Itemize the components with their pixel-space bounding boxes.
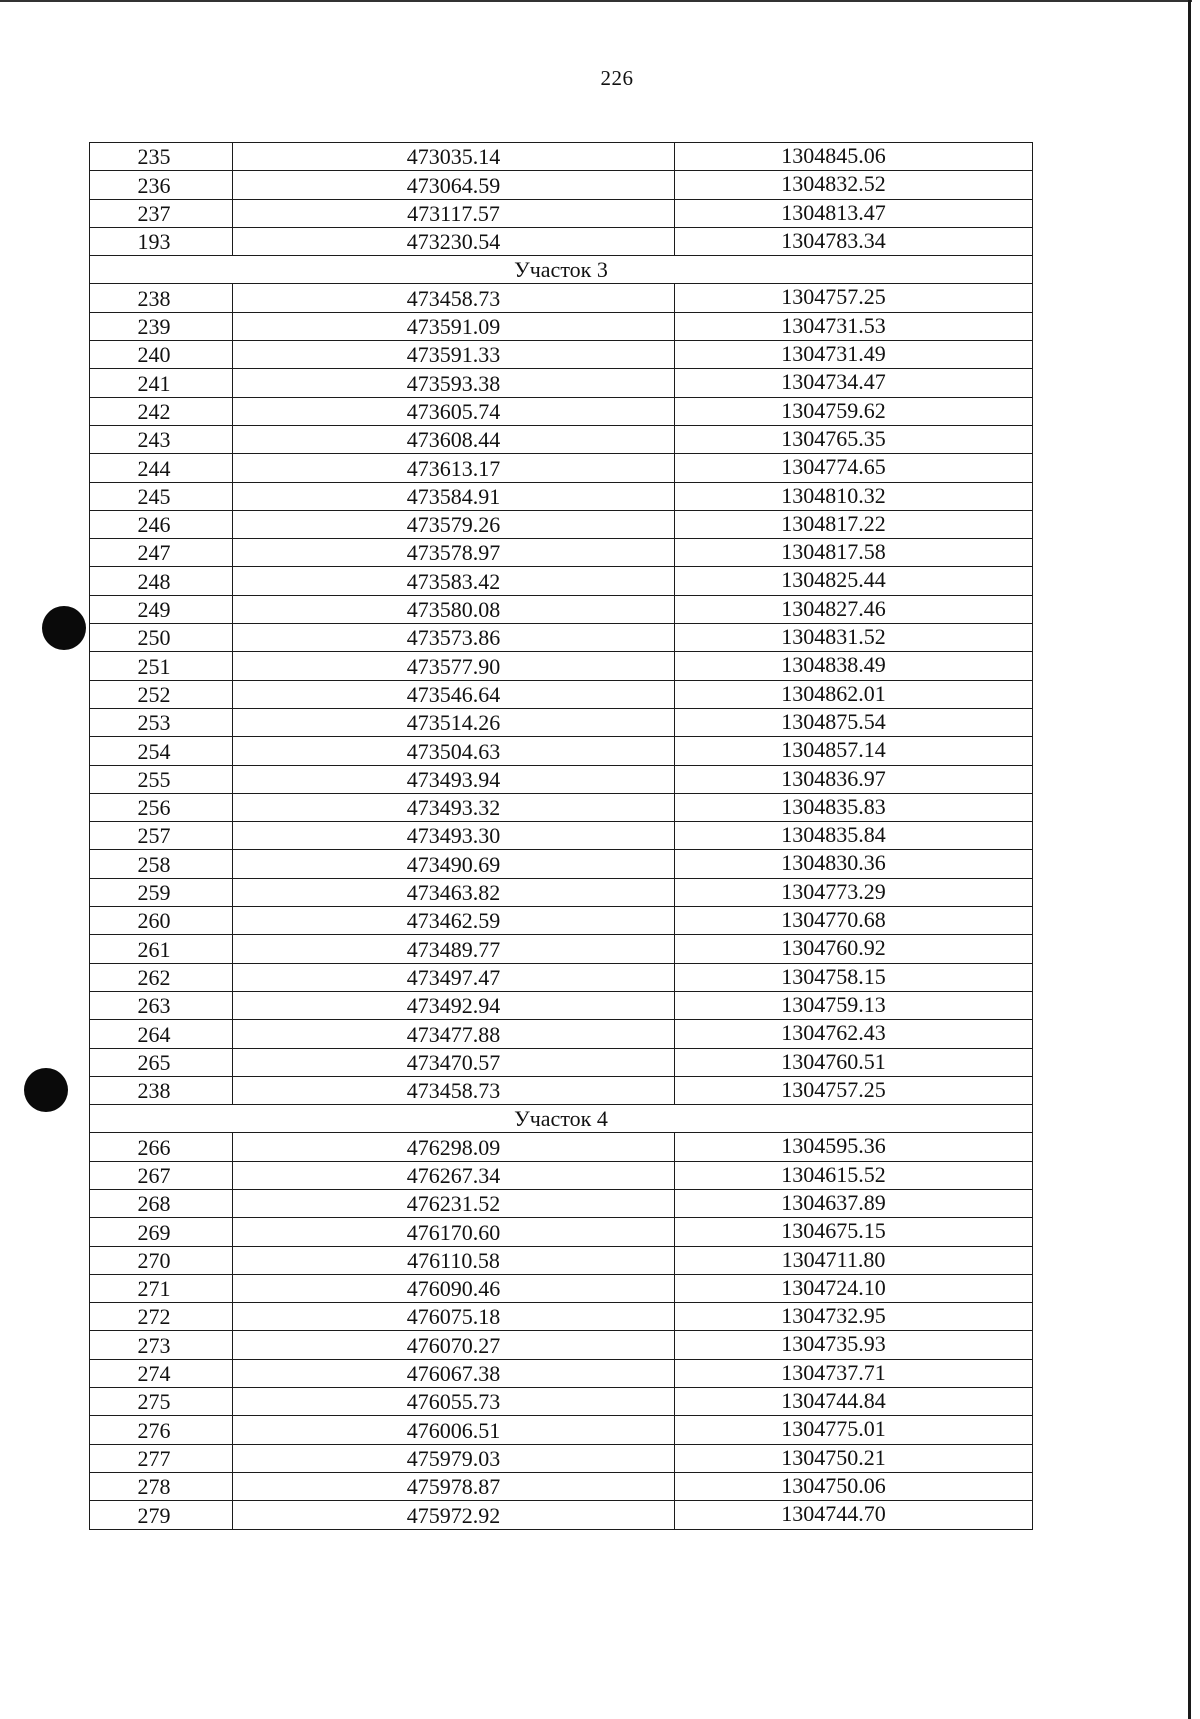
y-coordinate-cell: 1304817.58	[675, 539, 1033, 567]
x-coordinate-cell: 473035.14	[233, 143, 675, 171]
y-coordinate-cell: 1304595.36	[675, 1133, 1033, 1161]
point-number-cell: 259	[90, 878, 233, 906]
x-coordinate-cell: 473117.57	[233, 199, 675, 227]
point-number-cell: 249	[90, 595, 233, 623]
y-coordinate-cell: 1304762.43	[675, 1020, 1033, 1048]
table-row	[90, 963, 1033, 991]
y-coordinate-cell: 1304830.36	[675, 850, 1033, 878]
table-row	[90, 1048, 1033, 1076]
table-row	[90, 425, 1033, 453]
point-number-cell: 271	[90, 1274, 233, 1302]
table-row	[90, 510, 1033, 538]
x-coordinate-cell: 473584.91	[233, 482, 675, 510]
table-row	[90, 991, 1033, 1019]
point-number-cell: 247	[90, 539, 233, 567]
point-number-cell: 270	[90, 1246, 233, 1274]
y-coordinate-cell: 1304724.10	[675, 1274, 1033, 1302]
table-row	[90, 539, 1033, 567]
x-coordinate-cell: 473613.17	[233, 454, 675, 482]
y-coordinate-cell: 1304760.51	[675, 1048, 1033, 1076]
y-coordinate-cell: 1304862.01	[675, 680, 1033, 708]
y-coordinate-cell: 1304827.46	[675, 595, 1033, 623]
table-row	[90, 595, 1033, 623]
y-coordinate-cell: 1304734.47	[675, 369, 1033, 397]
y-coordinate-cell: 1304757.25	[675, 284, 1033, 312]
x-coordinate-cell: 473546.64	[233, 680, 675, 708]
y-coordinate-cell: 1304831.52	[675, 624, 1033, 652]
point-number-cell: 278	[90, 1472, 233, 1500]
table-row	[90, 1189, 1033, 1217]
point-number-cell: 250	[90, 624, 233, 652]
page-number: 226	[600, 66, 634, 90]
point-number-cell: 277	[90, 1444, 233, 1472]
point-number-cell: 248	[90, 567, 233, 595]
y-coordinate-cell: 1304615.52	[675, 1161, 1033, 1189]
table-row	[90, 1218, 1033, 1246]
y-coordinate-cell: 1304832.52	[675, 171, 1033, 199]
x-coordinate-cell: 476075.18	[233, 1303, 675, 1331]
table-row	[90, 284, 1033, 312]
point-number-cell: 262	[90, 963, 233, 991]
y-coordinate-cell: 1304732.95	[675, 1303, 1033, 1331]
punch-hole-top	[42, 606, 86, 650]
coordinates-table-body	[90, 143, 1033, 1530]
y-coordinate-cell: 1304731.53	[675, 312, 1033, 340]
point-number-cell: 272	[90, 1303, 233, 1331]
x-coordinate-cell: 473514.26	[233, 708, 675, 736]
x-coordinate-cell: 473462.59	[233, 907, 675, 935]
table-row	[90, 482, 1033, 510]
table-row	[90, 793, 1033, 821]
point-number-cell: 256	[90, 793, 233, 821]
coordinates-table	[89, 142, 1033, 1530]
table-row	[90, 199, 1033, 227]
table-row	[90, 143, 1033, 171]
x-coordinate-cell: 476067.38	[233, 1359, 675, 1387]
y-coordinate-cell: 1304875.54	[675, 708, 1033, 736]
point-number-cell: 235	[90, 143, 233, 171]
point-number-cell: 260	[90, 907, 233, 935]
x-coordinate-cell: 473492.94	[233, 991, 675, 1019]
y-coordinate-cell: 1304757.25	[675, 1076, 1033, 1104]
table-row	[90, 1359, 1033, 1387]
x-coordinate-cell: 473580.08	[233, 595, 675, 623]
table-row	[90, 1331, 1033, 1359]
x-coordinate-cell: 473605.74	[233, 397, 675, 425]
point-number-cell: 273	[90, 1331, 233, 1359]
x-coordinate-cell: 473230.54	[233, 227, 675, 255]
y-coordinate-cell: 1304773.29	[675, 878, 1033, 906]
x-coordinate-cell: 473591.09	[233, 312, 675, 340]
x-coordinate-cell: 473497.47	[233, 963, 675, 991]
x-coordinate-cell: 475972.92	[233, 1501, 675, 1529]
y-coordinate-cell: 1304637.89	[675, 1189, 1033, 1217]
point-number-cell: 276	[90, 1416, 233, 1444]
table-row	[90, 171, 1033, 199]
point-number-cell: 236	[90, 171, 233, 199]
table-row	[90, 680, 1033, 708]
y-coordinate-cell: 1304783.34	[675, 227, 1033, 255]
y-coordinate-cell: 1304744.84	[675, 1388, 1033, 1416]
point-number-cell: 268	[90, 1189, 233, 1217]
table-row	[90, 708, 1033, 736]
table-row	[90, 822, 1033, 850]
section-header-row	[90, 256, 1033, 284]
point-number-cell: 252	[90, 680, 233, 708]
table-row	[90, 1472, 1033, 1500]
point-number-cell: 265	[90, 1048, 233, 1076]
table-row	[90, 935, 1033, 963]
point-number-cell: 244	[90, 454, 233, 482]
y-coordinate-cell: 1304845.06	[675, 143, 1033, 171]
punch-hole-bottom	[24, 1068, 68, 1112]
table-row	[90, 1246, 1033, 1274]
y-coordinate-cell: 1304675.15	[675, 1218, 1033, 1246]
y-coordinate-cell: 1304817.22	[675, 510, 1033, 538]
x-coordinate-cell: 476110.58	[233, 1246, 675, 1274]
x-coordinate-cell: 473493.30	[233, 822, 675, 850]
point-number-cell: 240	[90, 341, 233, 369]
y-coordinate-cell: 1304838.49	[675, 652, 1033, 680]
section-label: Участок 3	[90, 256, 1033, 284]
x-coordinate-cell: 473463.82	[233, 878, 675, 906]
point-number-cell: 269	[90, 1218, 233, 1246]
x-coordinate-cell: 476055.73	[233, 1388, 675, 1416]
x-coordinate-cell: 473504.63	[233, 737, 675, 765]
table-row	[90, 737, 1033, 765]
x-coordinate-cell: 473583.42	[233, 567, 675, 595]
table-row	[90, 454, 1033, 482]
y-coordinate-cell: 1304835.83	[675, 793, 1033, 821]
x-coordinate-cell: 476070.27	[233, 1331, 675, 1359]
point-number-cell: 261	[90, 935, 233, 963]
x-coordinate-cell: 476298.09	[233, 1133, 675, 1161]
x-coordinate-cell: 473591.33	[233, 341, 675, 369]
point-number-cell: 264	[90, 1020, 233, 1048]
y-coordinate-cell: 1304731.49	[675, 341, 1033, 369]
table-row	[90, 652, 1033, 680]
table-row	[90, 1161, 1033, 1189]
x-coordinate-cell: 476090.46	[233, 1274, 675, 1302]
point-number-cell: 245	[90, 482, 233, 510]
y-coordinate-cell: 1304765.35	[675, 425, 1033, 453]
point-number-cell: 238	[90, 284, 233, 312]
x-coordinate-cell: 473490.69	[233, 850, 675, 878]
y-coordinate-cell: 1304813.47	[675, 199, 1033, 227]
point-number-cell: 237	[90, 199, 233, 227]
y-coordinate-cell: 1304750.06	[675, 1472, 1033, 1500]
table-row	[90, 1388, 1033, 1416]
x-coordinate-cell: 473470.57	[233, 1048, 675, 1076]
point-number-cell: 267	[90, 1161, 233, 1189]
table-row	[90, 850, 1033, 878]
table-row	[90, 1274, 1033, 1302]
table-row	[90, 1303, 1033, 1331]
y-coordinate-cell: 1304759.62	[675, 397, 1033, 425]
x-coordinate-cell: 473493.32	[233, 793, 675, 821]
x-coordinate-cell: 473579.26	[233, 510, 675, 538]
table-row	[90, 765, 1033, 793]
point-number-cell: 251	[90, 652, 233, 680]
table-row	[90, 878, 1033, 906]
x-coordinate-cell: 476006.51	[233, 1416, 675, 1444]
point-number-cell: 193	[90, 227, 233, 255]
table-row	[90, 1444, 1033, 1472]
x-coordinate-cell: 473477.88	[233, 1020, 675, 1048]
x-coordinate-cell: 473608.44	[233, 425, 675, 453]
x-coordinate-cell: 473578.97	[233, 539, 675, 567]
x-coordinate-cell: 473458.73	[233, 284, 675, 312]
table-row	[90, 624, 1033, 652]
point-number-cell: 241	[90, 369, 233, 397]
x-coordinate-cell: 473489.77	[233, 935, 675, 963]
section-header-row	[90, 1105, 1033, 1133]
x-coordinate-cell: 475979.03	[233, 1444, 675, 1472]
point-number-cell: 279	[90, 1501, 233, 1529]
x-coordinate-cell: 476231.52	[233, 1189, 675, 1217]
x-coordinate-cell: 473493.94	[233, 765, 675, 793]
page-top-edge	[0, 0, 1192, 2]
table-row	[90, 1416, 1033, 1444]
x-coordinate-cell: 475978.87	[233, 1472, 675, 1500]
x-coordinate-cell: 473573.86	[233, 624, 675, 652]
page-right-edge	[1188, 0, 1191, 1719]
y-coordinate-cell: 1304759.13	[675, 991, 1033, 1019]
point-number-cell: 255	[90, 765, 233, 793]
y-coordinate-cell: 1304711.80	[675, 1246, 1033, 1274]
y-coordinate-cell: 1304857.14	[675, 737, 1033, 765]
y-coordinate-cell: 1304737.71	[675, 1359, 1033, 1387]
point-number-cell: 239	[90, 312, 233, 340]
x-coordinate-cell: 476170.60	[233, 1218, 675, 1246]
x-coordinate-cell: 473458.73	[233, 1076, 675, 1104]
point-number-cell: 274	[90, 1359, 233, 1387]
y-coordinate-cell: 1304770.68	[675, 907, 1033, 935]
table-row	[90, 312, 1033, 340]
y-coordinate-cell: 1304775.01	[675, 1416, 1033, 1444]
table-row	[90, 1020, 1033, 1048]
y-coordinate-cell: 1304758.15	[675, 963, 1033, 991]
x-coordinate-cell: 473593.38	[233, 369, 675, 397]
point-number-cell: 253	[90, 708, 233, 736]
table-row	[90, 1501, 1033, 1529]
table-row	[90, 907, 1033, 935]
point-number-cell: 243	[90, 425, 233, 453]
point-number-cell: 257	[90, 822, 233, 850]
table-row	[90, 1076, 1033, 1104]
y-coordinate-cell: 1304744.70	[675, 1501, 1033, 1529]
table-row	[90, 1133, 1033, 1161]
y-coordinate-cell: 1304750.21	[675, 1444, 1033, 1472]
table-row	[90, 369, 1033, 397]
point-number-cell: 246	[90, 510, 233, 538]
x-coordinate-cell: 476267.34	[233, 1161, 675, 1189]
point-number-cell: 254	[90, 737, 233, 765]
point-number-cell: 266	[90, 1133, 233, 1161]
table-row	[90, 341, 1033, 369]
point-number-cell: 238	[90, 1076, 233, 1104]
y-coordinate-cell: 1304836.97	[675, 765, 1033, 793]
point-number-cell: 258	[90, 850, 233, 878]
point-number-cell: 242	[90, 397, 233, 425]
y-coordinate-cell: 1304760.92	[675, 935, 1033, 963]
table-row	[90, 567, 1033, 595]
point-number-cell: 263	[90, 991, 233, 1019]
section-label: Участок 4	[90, 1105, 1033, 1133]
y-coordinate-cell: 1304835.84	[675, 822, 1033, 850]
y-coordinate-cell: 1304825.44	[675, 567, 1033, 595]
x-coordinate-cell: 473064.59	[233, 171, 675, 199]
table-row	[90, 397, 1033, 425]
point-number-cell: 275	[90, 1388, 233, 1416]
y-coordinate-cell: 1304774.65	[675, 454, 1033, 482]
x-coordinate-cell: 473577.90	[233, 652, 675, 680]
y-coordinate-cell: 1304810.32	[675, 482, 1033, 510]
y-coordinate-cell: 1304735.93	[675, 1331, 1033, 1359]
table-row	[90, 227, 1033, 255]
